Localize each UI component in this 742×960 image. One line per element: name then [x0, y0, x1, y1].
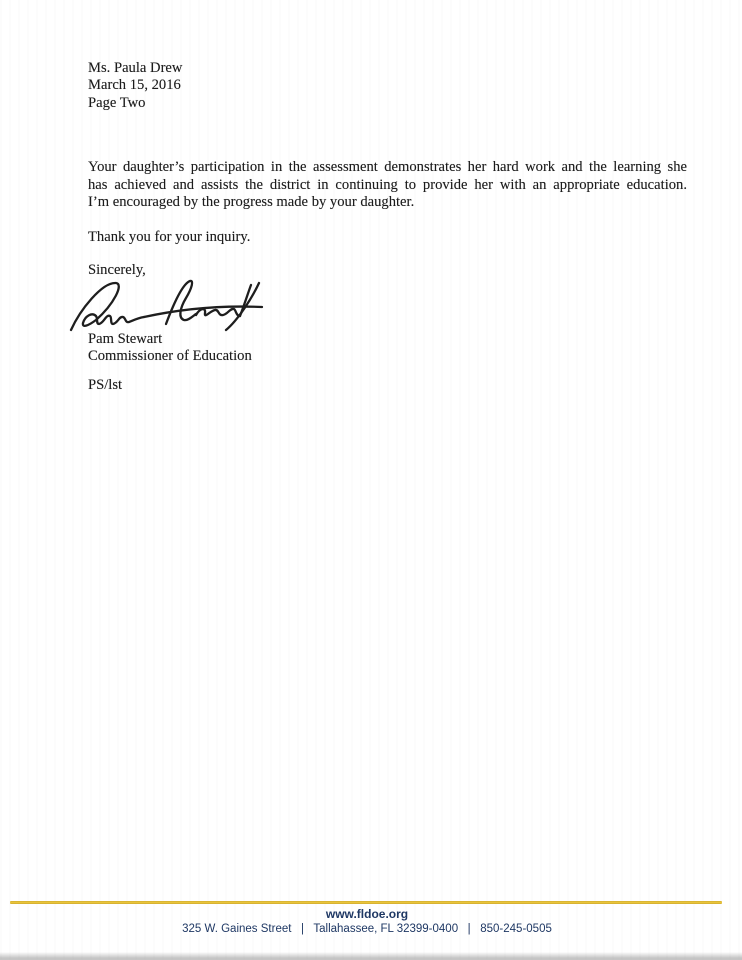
closing-salutation: Sincerely, — [88, 262, 146, 278]
letter-date: March 15, 2016 — [88, 77, 181, 94]
footer-address: 325 W. Gaines Street | Tallahassee, FL 32399-0400 | 850-245-0505 — [182, 923, 552, 935]
handwritten-signature-icon — [66, 276, 271, 338]
paragraph-line: has achieved and assists the district in continuing to provide her with an appropriate education. — [88, 176, 687, 193]
signer-title: Commissioner of Education — [88, 348, 252, 364]
paragraph-line: Your daughter’s participation in the assessment demonstrates her hard work and the learning she — [88, 159, 687, 175]
letter-footer — [0, 907, 734, 937]
footer-website: www.fldoe.org — [325, 907, 409, 921]
scan-edge-shadow — [0, 952, 742, 960]
letter-header — [88, 60, 182, 112]
footer-accent-line — [10, 901, 722, 904]
reference-initials: PS/lst — [88, 377, 123, 393]
paragraph-line: I’m encouraged by the progress made by your daughter. — [88, 194, 415, 211]
thank-you-line: Thank you for your inquiry. — [88, 229, 251, 245]
body-paragraph — [88, 159, 687, 212]
recipient-name: Ms. Paula Drew — [88, 60, 183, 76]
signer-name: Pam Stewart — [88, 331, 163, 347]
page-number-label: Page Two — [88, 94, 146, 111]
